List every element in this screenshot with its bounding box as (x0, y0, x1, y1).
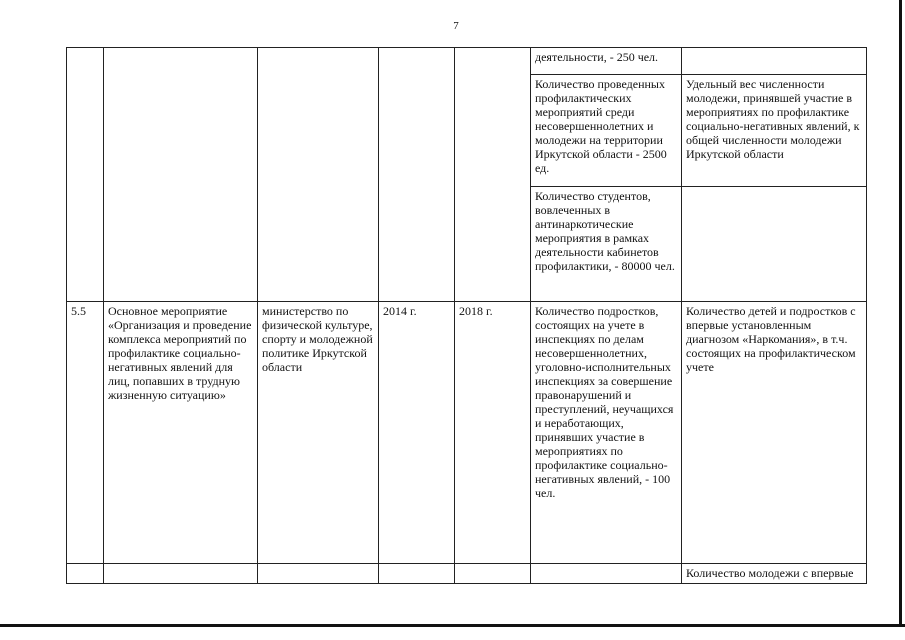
program-table (66, 47, 867, 584)
cell-empty (104, 48, 258, 302)
page-border-right (899, 0, 902, 626)
indicator-cell: Количество подростков, состоящих на учете в инспекциях по делам несовершеннолетних, уголовно-исполнительных инспекциях за совершение правонарушений и преступлений, неучащихся и неработающих, принявших участие в мероприятиях по профилактике социально-негативных явлений, - 100 чел. (531, 302, 682, 564)
target-cell: Количество детей и подростков с впервые установленным диагнозом «Наркомания», в т.ч. состоящих на профилактическом учете (682, 302, 867, 564)
cell-empty (379, 564, 455, 584)
target-cell: Количество молодежи с впервые (682, 564, 867, 584)
page-border-bottom (0, 624, 905, 627)
cell-empty (258, 48, 379, 302)
cell-empty (455, 48, 531, 302)
cell-empty (455, 564, 531, 584)
target-cell: Удельный вес численности молодежи, принявшей участие в мероприятиях по профилактике социально-негативных явлений, к общей численности молодежи Иркутской области (682, 75, 867, 187)
target-cell (682, 48, 867, 75)
cell-empty (104, 564, 258, 584)
end-year: 2018 г. (455, 302, 531, 564)
cell-empty (67, 48, 104, 302)
indicator-cell: Количество студентов, вовлеченных в антинаркотические мероприятия в рамках деятельности кабинетов профилактики, - 80000 чел. (531, 187, 682, 302)
indicator-cell: Количество проведенных профилактических мероприятий среди несовершеннолетних и молодежи на территории Иркутской области - 2500 ед. (531, 75, 682, 187)
cell-empty (379, 48, 455, 302)
row-number: 5.5 (67, 302, 104, 564)
table-row (67, 564, 867, 584)
table-row (67, 48, 867, 75)
measure-name: Основное мероприятие «Организация и проведение комплекса мероприятий по профилактике социально-негативных явлений для лиц, попавших в трудную жизненную ситуацию» (104, 302, 258, 564)
target-cell (682, 187, 867, 302)
indicator-cell (531, 564, 682, 584)
cell-empty (258, 564, 379, 584)
start-year: 2014 г. (379, 302, 455, 564)
table-row (67, 302, 867, 564)
executor: министерство по физической культуре, спорту и молодежной политике Иркутской области (258, 302, 379, 564)
cell-empty (67, 564, 104, 584)
page-number: 7 (453, 20, 459, 32)
indicator-cell: деятельности, - 250 чел. (531, 48, 682, 75)
